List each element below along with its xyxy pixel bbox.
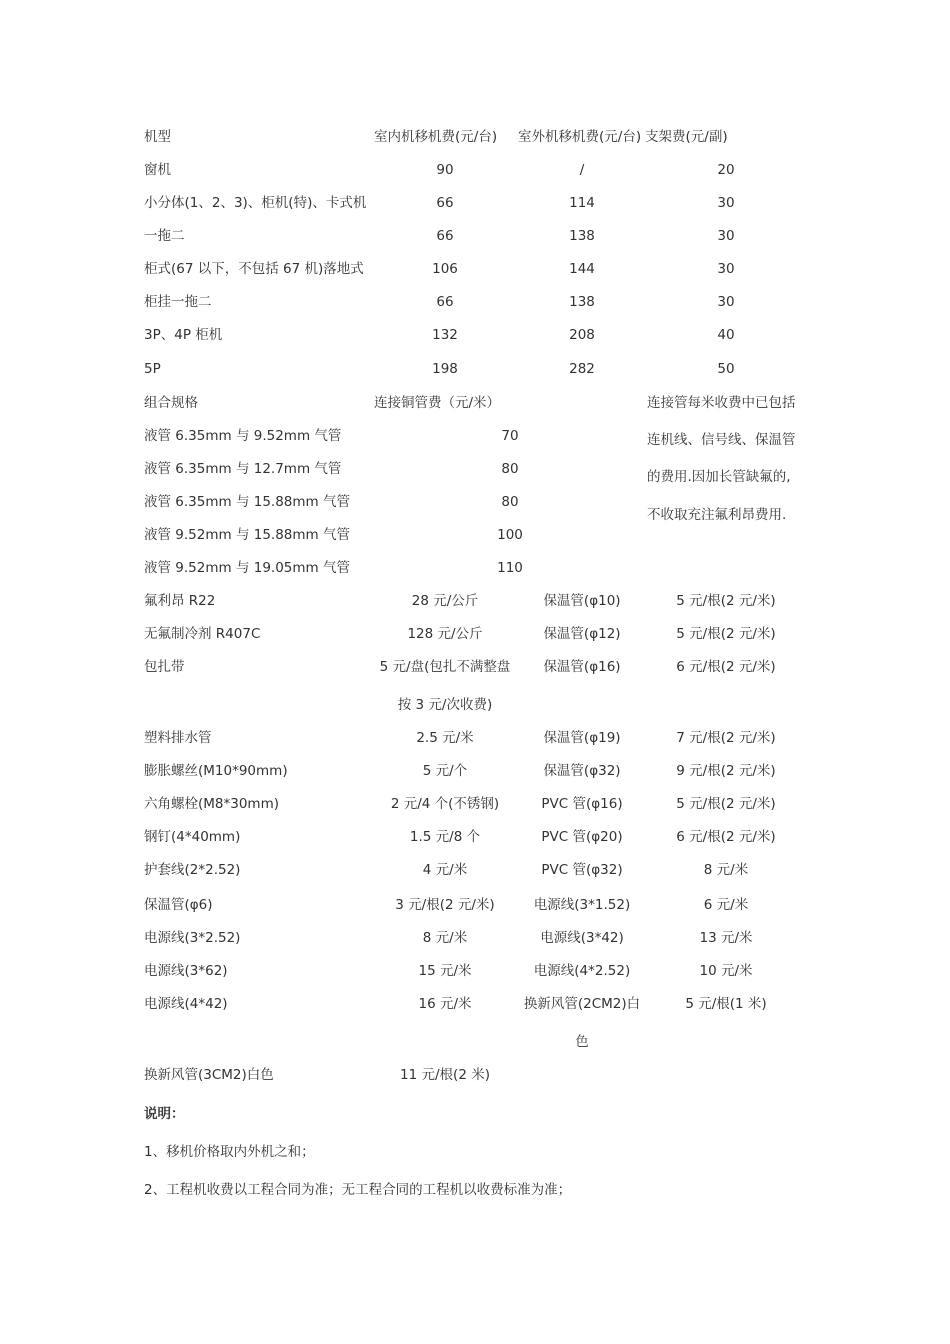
cell-item2: 换新风管(2CM2)白	[523, 996, 641, 1012]
cell-price: 16 元/米	[418, 996, 472, 1012]
note-line: 连接管每米收费中已包括	[647, 395, 796, 411]
cell-fee: 80	[501, 494, 519, 510]
cell-item2-continued: 色	[575, 1034, 589, 1050]
note-item: 2、工程机收费以工程合同为准；无工程合同的工程机以收费标准为准；	[144, 1182, 572, 1198]
cell-price2: 5 元/根(1 米)	[685, 996, 767, 1012]
cell-item2: 电源线(3*42)	[540, 930, 624, 946]
cell-price: 15 元/米	[418, 963, 472, 979]
cell-indoor: 66	[436, 228, 454, 244]
header-bracket-fee: 支架费(元/副)	[645, 129, 728, 145]
cell-outdoor: 138	[569, 294, 595, 310]
cell-price2: 5 元/根(2 元/米)	[676, 796, 776, 812]
header-outdoor-fee: 室外机移机费(元/台)	[518, 129, 642, 145]
cell-indoor: 198	[432, 361, 458, 377]
cell-item2: 保温管(φ32)	[543, 763, 621, 779]
cell-item: 无氟制冷剂 R407C	[144, 626, 261, 642]
cell-item: 包扎带	[144, 659, 185, 675]
cell-item2: 保温管(φ12)	[543, 626, 621, 642]
cell-price: 2.5 元/米	[416, 730, 474, 746]
cell-price: 5 元/盘(包扎不满整盘	[379, 659, 511, 675]
note-line: 的费用.因加长管缺氟的,	[647, 469, 791, 485]
cell-price2: 6 元/根(2 元/米)	[676, 659, 776, 675]
note-item: 1、移机价格取内外机之和；	[144, 1144, 315, 1160]
cell-price: 128 元/公斤	[407, 626, 483, 642]
cell-bracket: 40	[717, 327, 735, 343]
cell-item: 钢钉(4*40mm)	[144, 829, 241, 845]
cell-indoor: 66	[436, 195, 454, 211]
header-pipe-fee: 连接铜管费（元/米）	[374, 395, 501, 411]
cell-outdoor: 208	[569, 327, 595, 343]
header-indoor-fee: 室内机移机费(元/台)	[374, 129, 498, 145]
cell-fee: 110	[497, 560, 523, 576]
cell-indoor: 132	[432, 327, 458, 343]
cell-price2: 10 元/米	[699, 963, 753, 979]
cell-price2: 5 元/根(2 元/米)	[676, 593, 776, 609]
cell-model: 5P	[144, 361, 161, 377]
cell-item: 换新风管(3CM2)白色	[144, 1067, 274, 1083]
cell-price: 4 元/米	[422, 862, 468, 878]
cell-item: 电源线(4*42)	[144, 996, 228, 1012]
cell-price2: 8 元/米	[703, 862, 749, 878]
cell-item: 电源线(3*62)	[144, 963, 228, 979]
cell-model: 一拖二	[144, 228, 185, 244]
cell-bracket: 30	[717, 195, 735, 211]
header-model: 机型	[144, 129, 171, 145]
cell-bracket: 20	[717, 162, 735, 178]
header-spec: 组合规格	[144, 395, 198, 411]
cell-outdoor: 282	[569, 361, 595, 377]
cell-item2: 保温管(φ19)	[543, 730, 621, 746]
cell-item: 护套线(2*2.52)	[144, 862, 241, 878]
cell-price: 2 元/4 个(不锈钢)	[390, 796, 500, 812]
cell-price-continued: 按 3 元/次收费)	[397, 697, 493, 713]
cell-price: 28 元/公斤	[411, 593, 479, 609]
cell-item2: 保温管(φ10)	[543, 593, 621, 609]
cell-outdoor: 144	[569, 261, 595, 277]
cell-price2: 7 元/根(2 元/米)	[676, 730, 776, 746]
cell-indoor: 106	[432, 261, 458, 277]
cell-item: 电源线(3*2.52)	[144, 930, 241, 946]
cell-item2: PVC 管(φ20)	[541, 829, 623, 845]
cell-model: 3P、4P 柜机	[144, 327, 223, 343]
cell-indoor: 66	[436, 294, 454, 310]
cell-spec: 液管 9.52mm 与 15.88mm 气管	[144, 527, 350, 543]
cell-price2: 5 元/根(2 元/米)	[676, 626, 776, 642]
cell-price: 1.5 元/8 个	[409, 829, 481, 845]
cell-item: 六角螺栓(M8*30mm)	[144, 796, 279, 812]
cell-outdoor: 114	[569, 195, 595, 211]
cell-price2: 9 元/根(2 元/米)	[676, 763, 776, 779]
cell-spec: 液管 6.35mm 与 12.7mm 气管	[144, 461, 342, 477]
cell-item2: 电源线(3*1.52)	[533, 897, 631, 913]
cell-spec: 液管 6.35mm 与 15.88mm 气管	[144, 494, 350, 510]
cell-item2: PVC 管(φ32)	[541, 862, 623, 878]
cell-price2: 6 元/根(2 元/米)	[676, 829, 776, 845]
cell-model: 小分体(1、2、3)、柜机(特)、卡式机	[144, 195, 367, 211]
note-line: 连机线、信号线、保温管	[647, 432, 796, 448]
note-line: 不收取充注氟利昂费用.	[647, 507, 787, 523]
cell-item: 保温管(φ6)	[144, 897, 213, 913]
cell-model: 柜挂一拖二	[144, 294, 212, 310]
cell-item: 氟利昂 R22	[144, 593, 216, 609]
cell-indoor: 90	[436, 162, 454, 178]
cell-item: 塑料排水管	[144, 730, 212, 746]
cell-price: 5 元/个	[422, 763, 468, 779]
cell-fee: 100	[497, 527, 523, 543]
cell-bracket: 30	[717, 228, 735, 244]
cell-item2: 电源线(4*2.52)	[533, 963, 631, 979]
cell-price: 11 元/根(2 米)	[400, 1067, 490, 1083]
cell-model: 柜式(67 以下，不包括 67 机)落地式	[144, 261, 364, 277]
cell-outdoor: 138	[569, 228, 595, 244]
cell-fee: 80	[501, 461, 519, 477]
cell-bracket: 30	[717, 294, 735, 310]
cell-price2: 13 元/米	[699, 930, 753, 946]
cell-price: 3 元/根(2 元/米)	[395, 897, 495, 913]
cell-spec: 液管 9.52mm 与 19.05mm 气管	[144, 560, 350, 576]
cell-item2: 保温管(φ16)	[543, 659, 621, 675]
cell-price2: 6 元/米	[703, 897, 749, 913]
cell-spec: 液管 6.35mm 与 9.52mm 气管	[144, 428, 342, 444]
cell-bracket: 30	[717, 261, 735, 277]
cell-item2: PVC 管(φ16)	[541, 796, 623, 812]
cell-price: 8 元/米	[422, 930, 468, 946]
cell-item: 膨胀螺丝(M10*90mm)	[144, 763, 288, 779]
cell-model: 窗机	[144, 162, 171, 178]
cell-fee: 70	[501, 428, 519, 444]
cell-bracket: 50	[717, 361, 735, 377]
notes-title: 说明：	[144, 1106, 185, 1122]
cell-outdoor: /	[579, 162, 585, 178]
